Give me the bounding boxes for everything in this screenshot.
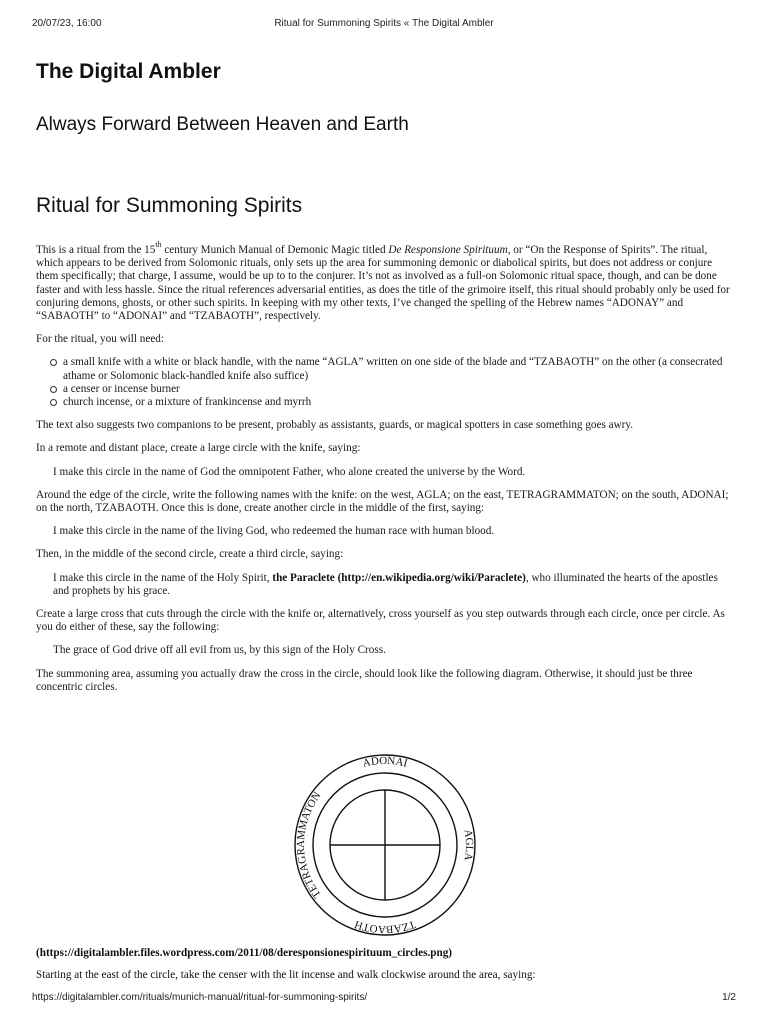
quote-3-text-a: I make this circle in the name of the Holy Spirit, [53, 571, 273, 584]
print-page-number: 1/2 [722, 992, 736, 1003]
print-datetime: 20/07/23, 16:00 [32, 18, 102, 29]
list-item: a censer or incense burner [53, 383, 734, 396]
quote-2: I make this circle in the name of the living God, who redeemed the human race with human blood. [53, 525, 495, 538]
image-link[interactable]: (https://digitalambler.files.wordpress.com/2011/08/deresponsionespirituum_circles.png) [36, 947, 453, 959]
need-list [36, 356, 734, 409]
step-3: Then, in the middle of the second circle, create a third circle, saying: [36, 548, 344, 561]
need-intro: For the ritual, you will need: [36, 333, 165, 346]
list-item: a small knife with a white or black handle, with the name “AGLA” written on one side of the blade and “TZABAOTH” on the other (a consecrated athame or Solomonic black-handled knife also suffice) [53, 356, 734, 382]
step-5: The summoning area, assuming you actually draw the cross in the circle, should look like the following diagram. Otherwise, it should just be three concentric circles. [36, 667, 693, 693]
intro-paragraph [36, 240, 734, 323]
step-1: In a remote and distant place, create a large circle with the knife, saying: [36, 442, 361, 455]
intro-superscript: th [155, 240, 162, 249]
step-2: Around the edge of the circle, write the following names with the knife: on the west, AGLA; on the east, TETRAGRAMMATON; on the south, ADONAI; on the north, TZABAOTH. Once this is done, create another circle in the middle of the first, saying: [36, 488, 729, 515]
post-title: Ritual for Summoning Spirits [36, 194, 303, 217]
print-url: https://digitalambler.com/rituals/munich-manual/ritual-for-summoning-spirits/ [32, 992, 368, 1003]
print-page-title: Ritual for Summoning Spirits « The Digital Ambler [274, 18, 494, 29]
companions-paragraph: The text also suggests two companions to be present, probably as assistants, guards, or magical spotters in case something goes awry. [36, 419, 634, 432]
quote-3-text-b: , who illuminated the hearts of the apostles and prophets by his grace. [53, 571, 718, 597]
paraclete-link[interactable]: the Paraclete (http://en.wikipedia.org/wiki/Paraclete) [272, 571, 526, 584]
quote-3 [36, 572, 734, 598]
intro-text-c: , or “On the Response of Spirits”. The ritual, which appears to be derived from Solomonic rituals, only sets up the area for summoning demonic or diabolical spirits, but does not address or conjure them specifically; that charge, I assume, would be up to to the conjurer. It’s not as involved as a full-on Solomonic ritual space, though, and can be done faster and with less hassle. Since the ritual references adversarial entities, as does the title of the grimoire itself, this ritual should probably only be used for conjuring demons, ghosts, or other such spirits. In keeping with my other texts, I’ve changed the spelling of the Hebrew names “ADONAY” and “SABAOTH” to “ADONAI” and “TZABAOTH”, respectively. [36, 244, 730, 323]
label-left: TETRAGRAMMATON [294, 789, 324, 901]
label-right: AGLA [461, 828, 476, 862]
grimoire-title: De Responsione Spirituum [388, 244, 508, 256]
quote-4: The grace of God drive off all evil from us, by this sign of the Holy Cross. [53, 644, 386, 657]
step-4: Create a large cross that cuts through the circle with the knife or, alternatively, cross yourself as you step outwards through each circle, once per circle. As you do either of these, say the following: [36, 608, 725, 634]
summoning-circle-diagram [270, 730, 500, 960]
print-header [32, 18, 736, 29]
intro-text-a: This is a ritual from the 15 [36, 244, 156, 256]
site-tagline: Always Forward Between Heaven and Earth [36, 114, 409, 135]
quote-1: I make this circle in the name of God the omnipotent Father, who alone created the universe by the Word. [53, 465, 526, 478]
intro-text-b: century Munich Manual of Demonic Magic titled [161, 244, 389, 256]
post-content [36, 240, 734, 704]
list-item: church incense, or a mixture of frankincense and myrrh [53, 396, 734, 409]
label-top: ADONAI [361, 754, 409, 770]
print-footer [32, 992, 736, 1003]
site-title[interactable]: The Digital Ambler [36, 60, 221, 83]
label-bottom: TZABAOTH [353, 917, 417, 936]
last-paragraph: Starting at the east of the circle, take the censer with the lit incense and walk clockwise around the area, saying: [36, 969, 536, 981]
